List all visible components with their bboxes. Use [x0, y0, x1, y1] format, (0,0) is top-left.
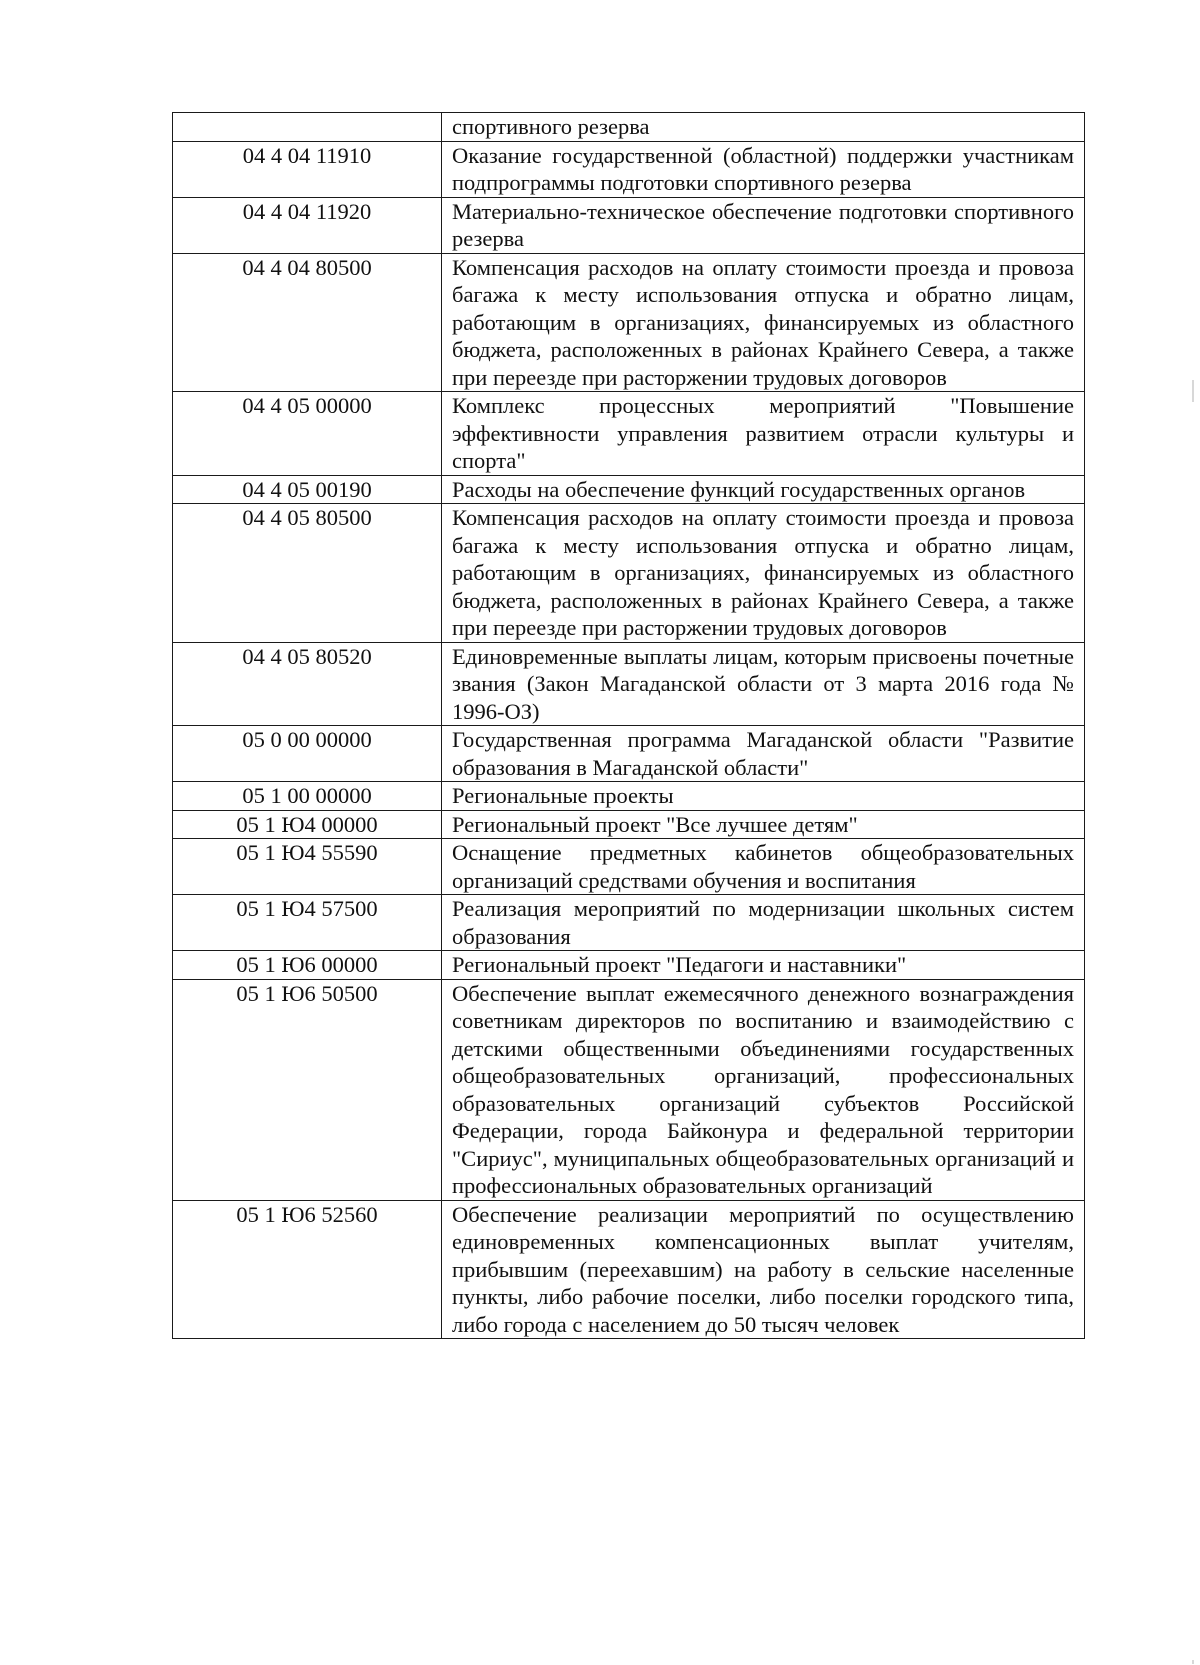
table-row: [173, 504, 1085, 643]
table-row: [173, 810, 1085, 839]
expense-description: Региональный проект "Педагоги и наставники": [442, 951, 1085, 980]
expense-description: Компенсация расходов на оплату стоимости проезда и провоза багажа к месту использования отпуска и обратно лицам, работающим в организациях, финансируемых из областного бюджета, расположенных в районах Крайнего Севера, а также при переезде при расторжении трудовых договоров: [442, 504, 1085, 643]
classification-code: 04 4 04 11920: [173, 197, 442, 253]
budget-classification-table: [172, 112, 1085, 1339]
table-row: [173, 197, 1085, 253]
classification-code: 05 1 Ю6 00000: [173, 951, 442, 980]
expense-description: спортивного резерва: [442, 113, 1085, 142]
table-row: [173, 979, 1085, 1200]
table-row: [173, 782, 1085, 811]
table-row: [173, 113, 1085, 142]
expense-description: Оказание государственной (областной) поддержки участникам подпрограммы подготовки спортивного резерва: [442, 141, 1085, 197]
classification-code: 05 1 Ю4 55590: [173, 839, 442, 895]
table-row: [173, 839, 1085, 895]
classification-code: 05 1 00 00000: [173, 782, 442, 811]
expense-description: Компенсация расходов на оплату стоимости проезда и провоза багажа к месту использования отпуска и обратно лицам, работающим в организациях, финансируемых из областного бюджета, расположенных в районах Крайнего Севера, а также при переезде при расторжении трудовых договоров: [442, 253, 1085, 392]
classification-code: 04 4 05 80520: [173, 642, 442, 726]
expense-description: Расходы на обеспечение функций государственных органов: [442, 475, 1085, 504]
classification-code: [173, 113, 442, 142]
classification-code: 04 4 04 80500: [173, 253, 442, 392]
table-row: [173, 475, 1085, 504]
classification-code: 04 4 05 00190: [173, 475, 442, 504]
table-row: [173, 951, 1085, 980]
expense-description: Материально-техническое обеспечение подготовки спортивного резерва: [442, 197, 1085, 253]
expense-description: Региональные проекты: [442, 782, 1085, 811]
classification-code: 04 4 05 00000: [173, 392, 442, 476]
classification-code: 05 1 Ю6 52560: [173, 1200, 442, 1339]
expense-description: Государственная программа Магаданской области "Развитие образования в Магаданской области": [442, 726, 1085, 782]
classification-code: 05 1 Ю6 50500: [173, 979, 442, 1200]
table-body: [173, 113, 1085, 1339]
expense-description: Региональный проект "Все лучшее детям": [442, 810, 1085, 839]
expense-description: Обеспечение реализации мероприятий по осуществлению единовременных компенсационных выплат учителям, прибывшим (переехавшим) на работу в сельские населенные пункты, либо рабочие поселки, либо поселки городского типа, либо города с населением до 50 тысяч человек: [442, 1200, 1085, 1339]
table-row: [173, 642, 1085, 726]
table-row: [173, 141, 1085, 197]
table-row: [173, 392, 1085, 476]
classification-code: 05 1 Ю4 57500: [173, 895, 442, 951]
expense-description: Комплекс процессных мероприятий "Повышение эффективности управления развитием отрасли культуры и спорта": [442, 392, 1085, 476]
table-row: [173, 253, 1085, 392]
expense-description: Реализация мероприятий по модернизации школьных систем образования: [442, 895, 1085, 951]
classification-code: 04 4 05 80500: [173, 504, 442, 643]
table-row: [173, 726, 1085, 782]
scan-edge-mark: [1192, 1660, 1194, 1664]
classification-code: 04 4 04 11910: [173, 141, 442, 197]
scan-edge-mark: [1192, 380, 1194, 402]
table-row: [173, 1200, 1085, 1339]
table-row: [173, 895, 1085, 951]
expense-description: Обеспечение выплат ежемесячного денежного вознаграждения советникам директоров по воспитанию и взаимодействию с детскими общественными объединениями государственных общеобразовательных организаций, профессиональных образовательных организаций субъектов Российской Федерации, города Байконура и федеральной территории "Сириус", муниципальных общеобразовательных организаций и профессиональных образовательных организаций: [442, 979, 1085, 1200]
classification-code: 05 1 Ю4 00000: [173, 810, 442, 839]
classification-code: 05 0 00 00000: [173, 726, 442, 782]
expense-description: Оснащение предметных кабинетов общеобразовательных организаций средствами обучения и воспитания: [442, 839, 1085, 895]
expense-description: Единовременные выплаты лицам, которым присвоены почетные звания (Закон Магаданской области от 3 марта 2016 года № 1996-ОЗ): [442, 642, 1085, 726]
